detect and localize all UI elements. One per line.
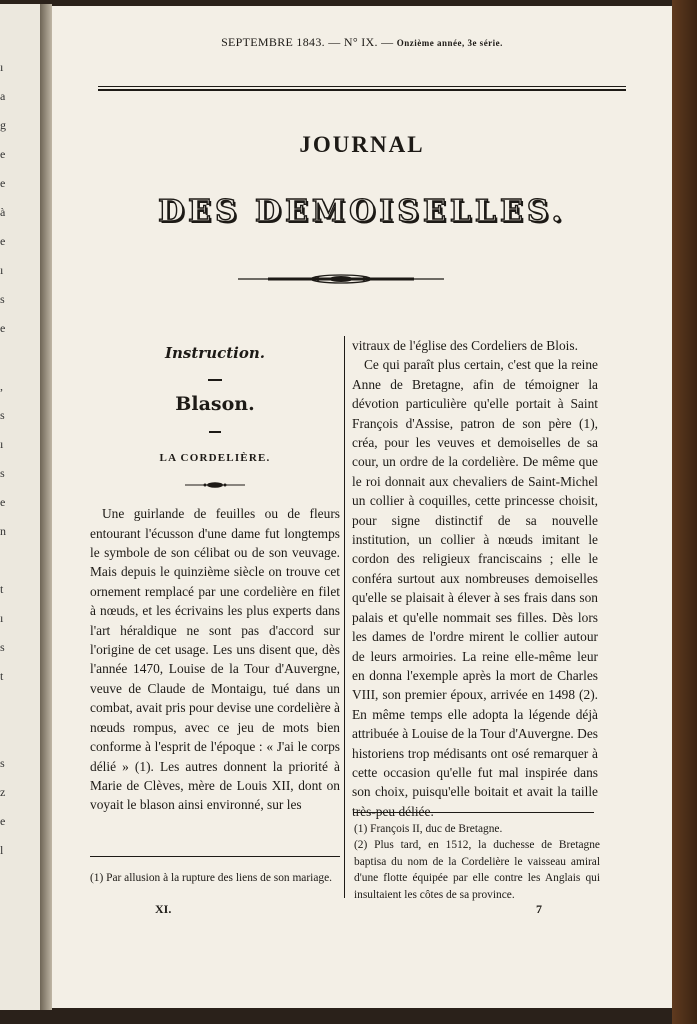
article-title: Blason. [175,393,255,416]
column-divider [344,336,345,898]
left-page-fragment: ı [0,611,4,625]
left-page-fragment: e [0,321,6,335]
book-edge [672,0,697,1024]
left-page-fragment: t [0,582,4,596]
paragraph: Une guirlande de feuilles ou de fleurs entourant l'écusson d'une dame fut longtemps le symbole de son célibat ou de son veuvage. Mais depuis le quinzième siècle on trouve cet ornement remplacé par une cordelière en filet à nœuds, et les écrivains les plus experts dans l'art héraldique ne sont pas d'accord sur l'origine de cet usage. Les uns disent que, dès l'année 1470, Louise de la Tour d'Auvergne, veuve de Claude de Montaigu, tué dans un combat, avait pris pour devise une cordelière à nœuds rompus, avec ce jeu de mots bien conforme à l'esprit de l'époque : « J'ai le corps délié » (1). Les autres donnent la priorité à Marie de Clèves, mère de Louis XII, dont on voyait le blason ainsi environné, sur les [90,506,340,813]
header-rule [98,86,626,91]
footnote-rule [354,812,594,813]
left-page-fragment: s [0,640,5,654]
left-page-fragment: e [0,495,6,509]
left-page-fragment: s [0,756,5,770]
left-page-fragment: ı [0,263,4,277]
left-page-fragment: l [0,843,4,857]
footnote: (2) Plus tard, en 1512, la duchesse de Bretagne baptisa du nom de la Cordelière le vaisseau amiral d'une flotte équipée par elle contre les Anglais qui insultaient les côtes de sa province. [354,839,600,901]
left-page-fragment: s [0,292,5,306]
left-page-fragment: a [0,89,6,103]
left-page-fragment: e [0,147,6,161]
left-page-fragment: g [0,118,6,132]
left-page-fragment: s [0,466,5,480]
divider-dash [209,431,221,433]
signature-mark: XI. [155,902,172,916]
footnotes-left [90,870,340,886]
left-column [90,338,340,815]
masthead-demoiselles: DES DEMOISELLES. [158,194,566,229]
left-page-edge [0,4,42,1010]
paragraph: Ce qui paraît plus certain, c'est que la reine Anne de Bretagne, afin de témoigner la dévotion particulière qu'elle portait à Saint François d'Assise, patron de son père (1), créa, pour les veuves et demoiselles de sa cour, un ordre de la cordelière. De même que le roi donnait aux chevaliers de Saint-Michel un collier à coquilles, cette princesse choisit, pour signe distinctif de sa nouvelle institution, un collier à nœuds imitant le cordon des religieux franciscains ; elle le conféra surtout aux nombreuses demoiselles qu'elle se plaisait à élever à ses frais dans son palais et qu'elle nommait ses filles. Dès lors les dames de l'ordre mirent le collier autour de leurs armoiries. La reine elle-même leur en donna l'exemple après la mort de Charles VIII, son premier époux, arrivée en 1498 (2). En même temps elle adopta la légende déjà attribuée à Louise de la Tour d'Auvergne. Des historiens trop médisants ont osé remarquer à cette occasion qu'elle fut mal inspirée dans son choix, puisqu'elle boitait et avait la taille très-peu déliée. [352,357,598,819]
left-page-fragment: e [0,234,6,248]
small-ornament [185,480,245,490]
left-page-fragment: z [0,785,6,799]
divider-dash [208,379,222,381]
left-page-fragment: ı [0,60,4,74]
masthead-ornament [238,272,444,286]
left-page-fragment: n [0,524,6,538]
footnote-rule [90,856,340,857]
page-header [52,35,672,50]
footnote: (1) François II, duc de Bretagne. [354,823,503,835]
page-number: 7 [536,902,542,916]
left-page-fragment: à [0,205,6,219]
journal-page [52,6,672,1008]
header-series: Onzième année, 3e série. [396,38,503,48]
paragraph: vitraux de l'église des Cordeliers de Blois. [352,338,578,353]
left-page-fragment: , [0,379,3,393]
left-page-fragment: ı [0,437,4,451]
footnote: (1) Par allusion à la rupture des liens de son mariage. [90,872,332,884]
article-subtitle: LA CORDELIÈRE. [159,451,271,464]
left-page-fragment: e [0,176,6,190]
left-page-fragment: s [0,408,5,422]
masthead-journal: JOURNAL [299,132,425,157]
header-date: SEPTEMBRE 1843. [221,35,325,49]
footnotes-right [354,821,600,903]
left-page-fragment: t [0,669,4,683]
left-page-fragment: e [0,814,6,828]
book-gutter [40,4,52,1010]
section-heading: Instruction. [165,344,265,362]
right-column [352,336,598,821]
header-number: — N° IX. — [328,35,394,49]
